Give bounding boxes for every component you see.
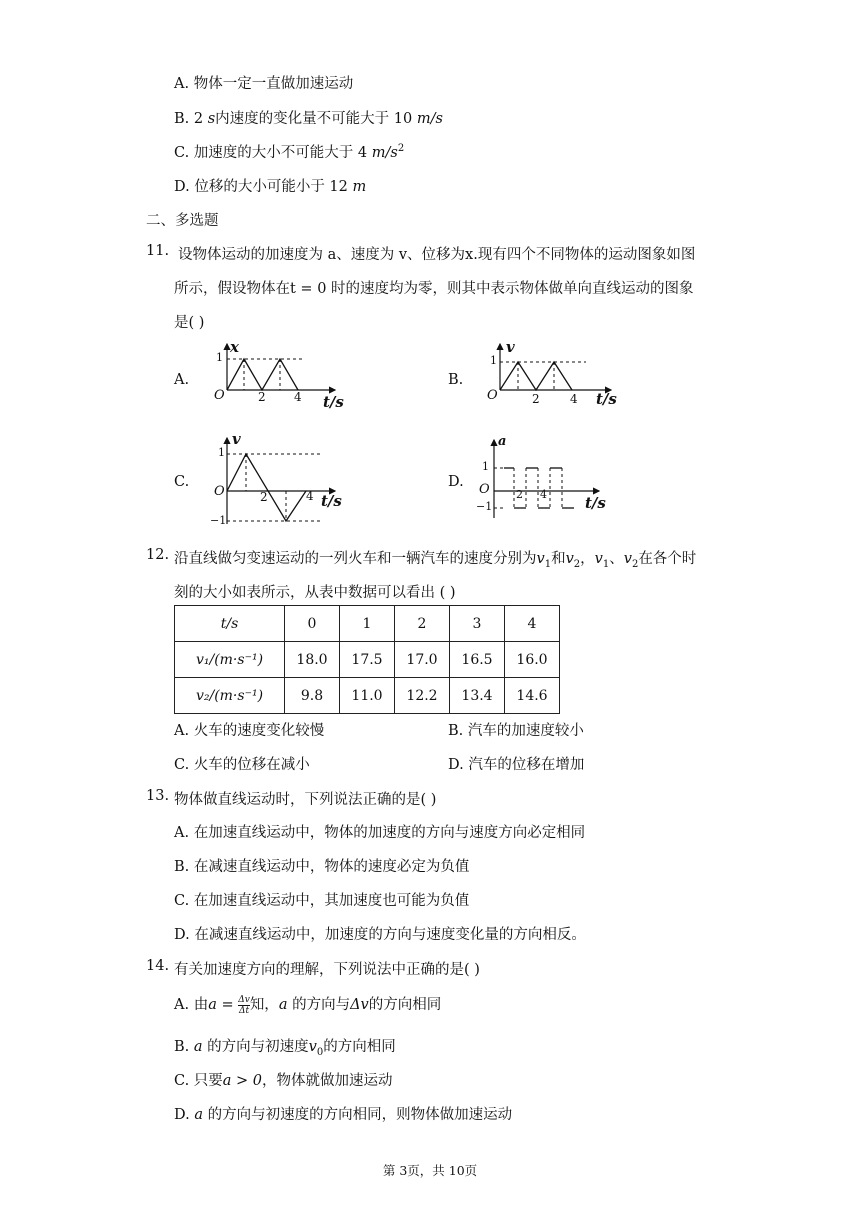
q10-option-d: D. 位移的大小可能小于 12 m <box>174 179 367 195</box>
graph-b-xtick-2: 2 <box>532 392 540 406</box>
q14-number: 14. <box>146 958 170 974</box>
table-cell: 2 <box>395 606 450 642</box>
graph-a-xtick-2: 2 <box>258 390 266 404</box>
q12-option-c: C. 火车的位移在减小 <box>174 757 310 773</box>
graph-d-ytick: 1 <box>482 460 489 473</box>
table-cell: 18.0 <box>285 642 340 678</box>
table-cell: 0 <box>285 606 340 642</box>
q13-option-d: D. 在减速直线运动中，加速度的方向与速度变化量的方向相反。 <box>174 927 586 943</box>
table-cell: 1 <box>340 606 395 642</box>
table-cell: 16.5 <box>450 642 505 678</box>
graph-d-ytick-neg: −1 <box>476 500 493 513</box>
table-cell: 3 <box>450 606 505 642</box>
graph-b-ylabel: v <box>506 338 515 356</box>
graph-a-xtick-4: 4 <box>294 390 302 404</box>
section-title: 二、多选题 <box>146 213 219 229</box>
graph-b-origin: O <box>487 388 498 403</box>
q14-option-c: C. 只要a > 0，物体就做加速运动 <box>174 1073 393 1089</box>
graph-d-origin: O <box>479 482 490 497</box>
table-cell: 16.0 <box>505 642 560 678</box>
graph-c-ytick-neg: −1 <box>210 514 227 527</box>
graph-d <box>474 436 614 526</box>
table-row-label-v1: v₁/(m·s⁻¹) <box>175 642 285 678</box>
q14-option-a: A. 由a = $\frac{\Delta v}{\Delta t}$ 知，a 的方向与Δv的方向相同 <box>174 994 442 1016</box>
table-header-time: t/s <box>175 606 285 642</box>
graph-b-xlabel: t/s <box>596 390 617 408</box>
q11-stem-line1: 设物体运动的加速度为 a、速度为 v、位移为x.现有四个不同物体的运动图象如图 <box>178 247 696 263</box>
graph-a-ytick: 1 <box>216 351 223 364</box>
fraction: $\frac{\Delta v}{\Delta t}$ <box>238 994 250 1016</box>
q11-label-d: D. <box>448 474 464 490</box>
table-row <box>175 642 560 678</box>
graph-d-xtick-4: 4 <box>540 488 547 501</box>
graph-d-svg <box>474 436 614 526</box>
graph-d-xtick-2: 2 <box>516 488 523 501</box>
q10-option-b: B. 2 s内速度的变化量不可能大于 10 m/s <box>174 111 443 127</box>
graph-c-ylabel: v <box>232 430 241 448</box>
q12-stem-line1: 沿直线做匀变速运动的一列火车和一辆汽车的速度分别为$v_1$和$v_2$，$v_1$、$v_2$在各个时 <box>174 551 697 570</box>
q11-label-c: C. <box>174 474 190 490</box>
graph-a-curve <box>227 359 298 390</box>
graph-a-origin: O <box>214 388 225 403</box>
table-cell: 11.0 <box>340 678 395 714</box>
table-row-label-v2: v₂/(m·s⁻¹) <box>175 678 285 714</box>
graph-d-xlabel: t/s <box>585 494 606 512</box>
page-footer: 第 3页，共 10页 <box>382 1163 478 1178</box>
q11-stem-line2: 所示，假设物体在t = 0 时的速度均为零，则其中表示物体做单向直线运动的图象 <box>174 281 694 297</box>
graph-c-xtick-4: 4 <box>306 489 314 503</box>
q10-option-a: A. 物体一定一直做加速运动 <box>174 76 354 92</box>
graph-c-curve <box>227 454 306 521</box>
graph-c-xtick-2: 2 <box>260 490 268 504</box>
table-row <box>175 606 560 642</box>
q13-option-a: A. 在加速直线运动中，物体的加速度的方向与速度方向必定相同 <box>174 825 586 841</box>
graph-a-xlabel: t/s <box>323 393 344 411</box>
graph-b-curve <box>500 362 572 390</box>
q13-option-b: B. 在减速直线运动中，物体的速度必定为负值 <box>174 859 470 875</box>
graph-c-svg <box>210 432 350 532</box>
table-row <box>175 678 560 714</box>
q10-option-c: C. 加速度的大小不可能大于 4 $m/s^2$ <box>174 143 405 161</box>
q11-label-a: A. <box>174 372 190 388</box>
table-cell: 17.5 <box>340 642 395 678</box>
graph-b <box>486 340 626 415</box>
q13-number: 13. <box>146 788 170 804</box>
q11-label-b: B. <box>448 372 464 388</box>
table-cell: 12.2 <box>395 678 450 714</box>
graph-c-origin: O <box>214 484 225 499</box>
velocity-table <box>174 605 560 714</box>
q12-option-a: A. 火车的速度变化较慢 <box>174 723 325 739</box>
graph-a <box>210 340 350 415</box>
graph-c-ytick: 1 <box>218 446 225 459</box>
table-cell: 17.0 <box>395 642 450 678</box>
q12-option-d: D. 汽车的位移在增加 <box>448 757 585 773</box>
q14-option-d: D. a 的方向与初速度的方向相同，则物体做加速运动 <box>174 1107 513 1123</box>
table-cell: 14.6 <box>505 678 560 714</box>
q14-stem: 有关加速度方向的理解，下列说法中正确的是( ) <box>174 962 480 978</box>
q12-stem-line2: 刻的大小如表所示，从表中数据可以看出 ( ) <box>174 585 456 601</box>
graph-a-ylabel: x <box>230 338 239 356</box>
q11-stem-line3: 是( ) <box>174 315 205 331</box>
q13-stem: 物体做直线运动时，下列说法正确的是( ) <box>174 792 437 808</box>
q14-option-b: B. a 的方向与初速度$v_0$的方向相同 <box>174 1039 396 1058</box>
q11-number: 11. <box>146 243 170 259</box>
graph-d-ylabel: a <box>498 434 507 449</box>
q12-option-b: B. 汽车的加速度较小 <box>448 723 584 739</box>
graph-c-xlabel: t/s <box>321 492 342 510</box>
table-cell: 13.4 <box>450 678 505 714</box>
graph-b-ytick: 1 <box>490 354 497 367</box>
q12-number: 12. <box>146 547 170 563</box>
table-cell: 9.8 <box>285 678 340 714</box>
table-cell: 4 <box>505 606 560 642</box>
graph-c <box>210 432 350 532</box>
q13-option-c: C. 在加速直线运动中，其加速度也可能为负值 <box>174 893 470 909</box>
graph-b-xtick-4: 4 <box>570 392 578 406</box>
